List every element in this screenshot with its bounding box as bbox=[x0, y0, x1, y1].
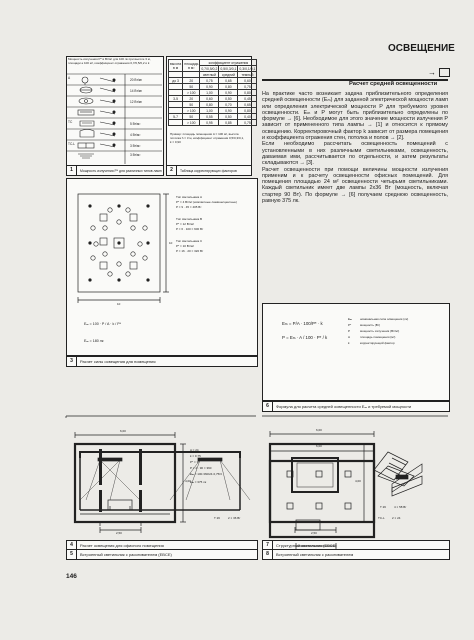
text-line: P* = 4 Вт/м² (компактные люминесцентные) bbox=[176, 200, 237, 204]
lamp-value: 3 Вт/м² bbox=[130, 144, 141, 148]
value-line: P = 4 · 90 = 360 bbox=[190, 466, 212, 470]
panel-4-number: 4 bbox=[67, 541, 77, 550]
paragraph: Если необходимо рассчитать освещенность помещений с установленными в них различными светильниками, освещенность, даваемая ими, рассчитывается по отдельности, и затем результаты складываются → [3]. bbox=[262, 141, 448, 167]
sub-head: средний bbox=[219, 72, 238, 78]
legend-key: k bbox=[348, 341, 350, 345]
panel-4-dim-bottom: 2,50 bbox=[116, 531, 122, 535]
lamp-value: 3 Вт/м² bbox=[130, 153, 141, 157]
arrow-icon: → bbox=[428, 68, 436, 77]
panel-6-formula-1: Eₘ = P/A · 100/P* · k bbox=[282, 321, 323, 326]
col-head: коэффициент отражения bbox=[200, 60, 257, 66]
sub-head: светлый bbox=[200, 72, 219, 78]
panel-1-number: 1 bbox=[67, 166, 77, 175]
legend-key: P* bbox=[348, 323, 352, 327]
col-head: высота в м bbox=[170, 61, 182, 70]
panel-5-label: T 26 bbox=[214, 516, 220, 520]
lamp-value: 4 Вт/м² bbox=[130, 133, 141, 137]
panel-7-dim-side: 4,00 bbox=[355, 479, 361, 483]
text-line: P* = 10 Вт/м² bbox=[176, 244, 194, 248]
text-line: P* = 12 Вт/м² bbox=[176, 222, 194, 226]
table-row: > 100 1,00 0,90 0,80 bbox=[169, 90, 257, 96]
paragraph: На практике часто возникает задача приблизительного определения средней освещенности (Eₘ) для заданной электрической мощности ламп или определения электрической мощности P для требуемого уровня освещенности. Eₘ и P могут быть приблизительно определены по формуле → [6]. Необходимое для этого значение мощности излучения P зависит от примененного типа лампы → [1] и относится к прямому освещению. Корректировочный фактор k зависит от размера помещения и коэффициента отражения стен, потолка и полов → [2]. bbox=[262, 91, 448, 142]
lamp-row: A bbox=[68, 76, 71, 80]
lamp-value: 5 Вт/м² bbox=[130, 122, 141, 126]
panel-6-formula-2: P = Eₘ · A / 100 · P* / k bbox=[282, 335, 328, 340]
panel-8-number: 8 bbox=[263, 550, 273, 559]
value-line: Eₘ = 100·360/24·0,75/3 bbox=[190, 472, 222, 476]
legend-key: A bbox=[348, 335, 351, 339]
panel-8-lamp: 2 × 24 bbox=[392, 516, 401, 520]
panel-7-dim-bottom: 2,50 bbox=[311, 531, 317, 535]
legend-key: P bbox=[348, 329, 351, 333]
page-number: 146 bbox=[66, 573, 77, 580]
panel-3-number: 3 bbox=[67, 357, 77, 366]
table-row: > 100 0,95 0,85 0,75 bbox=[169, 120, 257, 126]
panel-7-label: T 26 bbox=[380, 505, 386, 509]
panel-7-number: 7 bbox=[263, 541, 273, 550]
lamp-value: 14 Вт/м² bbox=[130, 89, 143, 93]
table-row: 3-5 20 0,60 0,50 0,45 bbox=[169, 96, 257, 102]
text-line: P = 6 · 100 = 600 Вт bbox=[176, 227, 204, 231]
panel-2-number: 2 bbox=[167, 166, 177, 175]
panel-3-result: Eₘ = 180 лк bbox=[84, 339, 104, 343]
panel-7-dim-top: 6,00 bbox=[316, 428, 322, 432]
panel-1-header: Мощность излучения P* в Вт/м² для 100 лк при высоте 3 м, площади ≥ 100 м², коэффициент отражения 0,7/0,5/0,2 и k bbox=[68, 57, 151, 65]
panel-8-caption-text: Встроенный светильник с рассеивателем bbox=[276, 552, 354, 557]
value-line: A = 24 bbox=[190, 448, 199, 452]
text-line: Тип светильника B bbox=[176, 217, 203, 221]
col-head: 0,5/0,3/0,1 bbox=[220, 66, 237, 71]
panel-4-caption-text: Расчет освещения для офисного помещения bbox=[80, 543, 164, 548]
legend-desc: корректирующий фактор bbox=[360, 341, 395, 345]
lamp-value: 12 Вт/м² bbox=[130, 100, 143, 104]
panel-5-caption bbox=[66, 549, 258, 560]
sub-head: темный bbox=[238, 72, 257, 78]
panel-6-number: 6 bbox=[263, 402, 273, 411]
panel-3-dim-h: 10 bbox=[169, 241, 173, 245]
lamp-row: TC bbox=[68, 120, 73, 124]
panel-8-label: TC-L bbox=[378, 516, 385, 520]
col-head: 0,3/0,1/0,1 bbox=[239, 66, 256, 71]
panel-3-dim-w: 10 bbox=[117, 302, 121, 306]
paragraph: Расчет освещенности при помощи величины мощности излучения применим и к расчету освещенности офисных помещений. Для помещения площадью 24 м² освещенности четырьмя светильниками. Каждый светильник имеет две лампы 2x36 Вт (мощность, включая стартер 90 Вт). По формуле → [6] получаем среднюю освещенность, равную 375 лк. bbox=[262, 166, 448, 205]
panel-4-dim-top: 6,00 bbox=[120, 429, 126, 433]
table-row: 50 0,90 0,80 0,75 bbox=[169, 84, 257, 90]
table-row: до 3 20 0,75 0,65 0,60 bbox=[169, 78, 257, 84]
panel-1-caption-text: Мощность излучения P* для различных типов ламп bbox=[80, 168, 162, 173]
text-line: Тип светильника А bbox=[176, 195, 203, 199]
value-line: k = 0,75 bbox=[190, 454, 201, 458]
text-line: Тип светильника C bbox=[176, 239, 203, 243]
text-line: P = 16 · 20 = 320 Вт bbox=[176, 249, 204, 253]
panel-6-caption-text: Формула для расчета средней освещенности Eₘ и требуемой мощности bbox=[276, 404, 412, 409]
col-head: площадь в м² bbox=[184, 61, 199, 70]
legend-desc: номинальная сила освещения (лк) bbox=[360, 317, 409, 321]
panel-4-dim-side: 4,00 bbox=[185, 479, 191, 483]
panel-2-note: Пример: площадь помещения A = 100 м², высота потолка h = 3 м, коэффициент отражения 0,5/0,3/0,1, k = 0,90 bbox=[170, 132, 244, 144]
panel-5-number: 5 bbox=[67, 550, 77, 559]
value-line: P* = 3 bbox=[190, 460, 199, 464]
section-subtitle: Расчет средней освещенности bbox=[349, 81, 438, 87]
legend-key: Eₘ bbox=[348, 317, 352, 321]
panel-3-caption-text: Расчет силы освещения для помещения bbox=[80, 359, 156, 364]
lamp-row: TC-L bbox=[68, 142, 76, 146]
col-head: 0,7/0,5/0,2 bbox=[201, 66, 218, 71]
legend-desc: мощность (Вт) bbox=[360, 323, 381, 327]
panel-3-formula: Eₘ = 100 · P / A · k / P* bbox=[84, 322, 122, 326]
section-title: ОСВЕЩЕНИЕ bbox=[388, 43, 455, 54]
panel-8-caption bbox=[262, 549, 450, 560]
table-row: 50 0,80 0,70 0,65 bbox=[169, 102, 257, 108]
text-line: P = 9 · 45 = 405 Вт bbox=[176, 205, 202, 209]
table-row: 5-7 50 0,55 0,50 0,40 bbox=[169, 114, 257, 120]
panel-8-dim-top: 6,00 bbox=[316, 444, 322, 448]
legend-desc: площадь помещения (м²) bbox=[360, 335, 396, 339]
panel-5-lamp: 2 × 36 Вт bbox=[228, 516, 241, 520]
table-row: > 100 1,00 0,90 0,80 bbox=[169, 108, 257, 114]
legend-desc: мощность излучения (Вт/м²) bbox=[360, 329, 400, 333]
panel-2-caption-text: Таблица корректирующих факторов bbox=[180, 168, 237, 173]
lamp-value: 20 Вт/м² bbox=[130, 78, 143, 82]
panel-7-caption-text: Структурный светильник (EBCE) bbox=[276, 543, 337, 548]
panel-5-caption-text: Встроенный светильник с рассеивателем (EBCE) bbox=[80, 552, 172, 557]
panel-7-lamp: 4 × 58 Вт bbox=[394, 505, 407, 509]
value-line: Eₘ = 375 лк bbox=[190, 480, 207, 484]
